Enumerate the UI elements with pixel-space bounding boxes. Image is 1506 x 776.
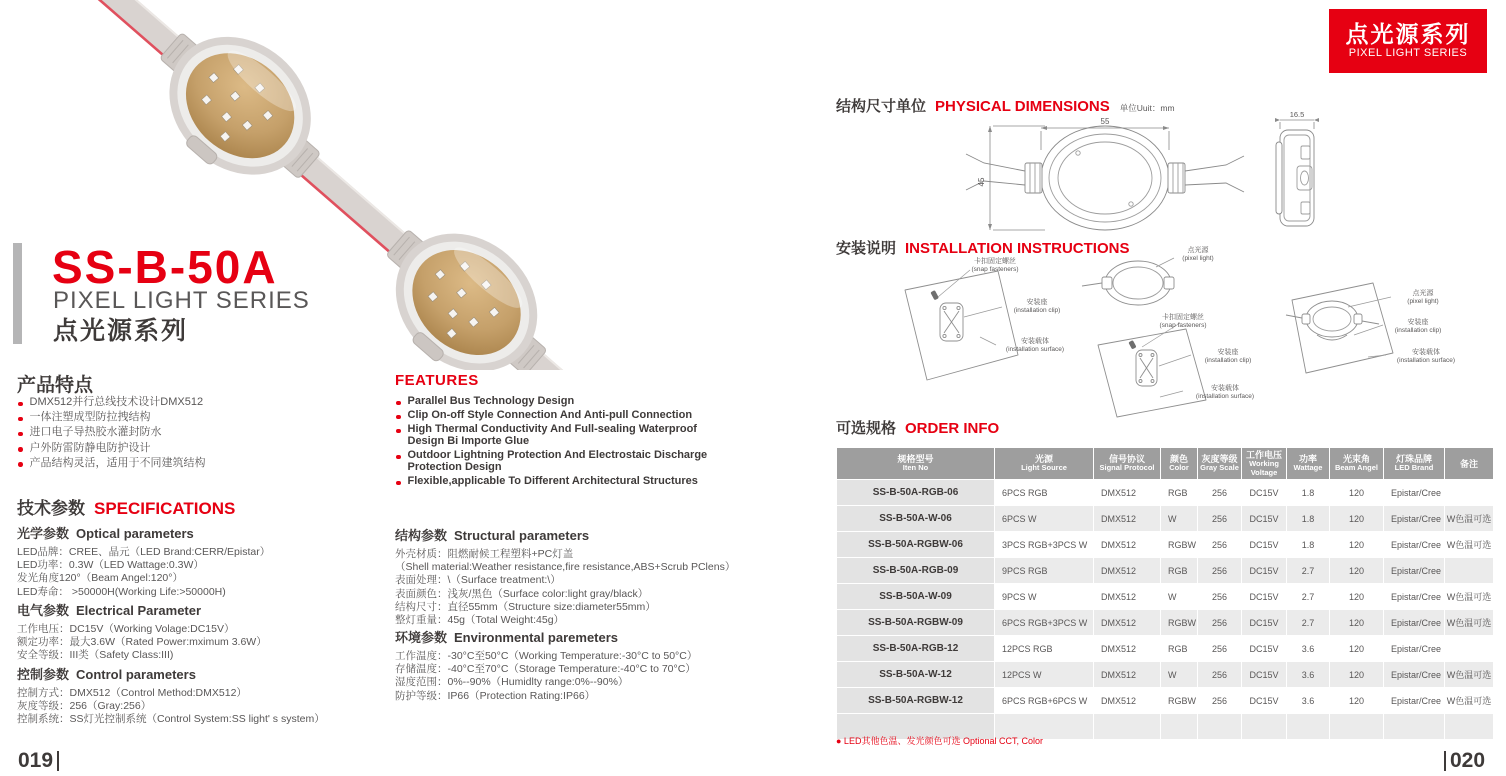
order-cell: 3PCS RGB+3PCS W — [995, 532, 1093, 557]
order-cell: 12PCS W — [995, 662, 1093, 687]
order-cell: Epistar/Cree — [1384, 584, 1444, 609]
title-accent-bar — [13, 243, 22, 344]
order-item-no: SS-B-50A-RGB-12 — [837, 636, 994, 661]
order-cell: Epistar/Cree — [1384, 662, 1444, 687]
control-parameters-group — [17, 664, 389, 727]
bullet-dot-icon — [396, 401, 401, 406]
order-cell: 120 — [1330, 506, 1383, 531]
page-number-divider — [57, 751, 59, 771]
order-cell: DMX512 — [1094, 688, 1160, 713]
installation-label-pixel-light: 点光源 (pixel light) — [1182, 247, 1214, 262]
order-cell: 256 — [1198, 636, 1241, 661]
group-title: 光学参数 Optical parameters — [17, 526, 194, 541]
order-cell: DMX512 — [1094, 558, 1160, 583]
order-item-no: SS-B-50A-RGBW-09 — [837, 610, 994, 635]
group-title: 控制参数 Control parameters — [17, 667, 196, 682]
order-column-header: 备注 — [1445, 448, 1493, 479]
electrical-parameters-group — [17, 600, 389, 663]
series-badge-en: PIXEL LIGHT SERIES — [1348, 47, 1468, 59]
installation-heading: 安装说明 INSTALLATION INSTRUCTIONS — [836, 240, 1130, 257]
spec-line: 表面颜色：浅灰/黑色（Surface color:light gray/black） — [395, 587, 649, 600]
spec-line: 工作温度：-30°C至50°C（Working Temperature:-30°C to 50°C） — [395, 650, 698, 662]
order-cell: RGB — [1161, 558, 1197, 583]
order-cell — [1094, 714, 1160, 739]
feature-text: Clip On-off Style Connection And Anti-pull Connection — [407, 409, 693, 422]
spec-line: LED品牌：CREE、晶元（LED Brand:CERR/Epistar） — [17, 546, 271, 558]
feature-bullet — [395, 450, 730, 474]
order-cell: RGBW — [1161, 610, 1197, 635]
installation-label-surface: 安装载体 (installation surface) — [1396, 349, 1456, 364]
dimensions-drawing — [950, 108, 1350, 238]
spec-line: 存储温度：-40°C至70°C（Storage Temperature:-40°C to 70°C） — [395, 663, 696, 676]
order-cell — [1198, 714, 1241, 739]
specifications-heading — [17, 494, 235, 519]
order-cell: DMX512 — [1094, 610, 1160, 635]
left-page-number — [18, 749, 59, 773]
order-cell: 6PCS W — [995, 506, 1093, 531]
installation-label-clip: 安装座 (installation clip) — [1204, 349, 1252, 364]
environmental-parameters-group — [395, 627, 767, 703]
feature-bullet — [395, 396, 730, 408]
feature-bullet — [17, 412, 377, 423]
order-cell: Epistar/Cree — [1384, 688, 1444, 713]
installation-label-surface: 安装载体 (installation surface) — [1005, 338, 1065, 353]
order-cell: RGB — [1161, 636, 1197, 661]
spec-line: 湿度范围：0%--90%（Humidlty range:0%--90%） — [395, 676, 629, 689]
bullet-dot-icon — [396, 429, 401, 434]
order-cell: W — [1161, 662, 1197, 687]
order-cell: 120 — [1330, 662, 1383, 687]
feature-bullet — [17, 458, 377, 469]
order-cell: 120 — [1330, 558, 1383, 583]
order-column-header: 颜色 Color — [1161, 448, 1197, 479]
order-column-header: 规格型号 Iten No — [837, 448, 994, 479]
group-title: 环境参数 Environmental paremeters — [395, 630, 619, 645]
order-cell: 120 — [1330, 610, 1383, 635]
order-cell: W色温可选 — [1445, 532, 1493, 557]
feature-bullet — [395, 410, 730, 422]
bullet-dot-icon — [396, 481, 401, 486]
order-item-no: SS-B-50A-RGB-06 — [837, 480, 994, 505]
spec-line: 外壳材质：阻燃耐候工程塑料+PC灯盖 — [395, 548, 574, 560]
order-cell: 1.8 — [1287, 506, 1329, 531]
order-cell: 256 — [1198, 610, 1241, 635]
page-number-divider — [1444, 751, 1446, 771]
spec-line: 额定功率：最大3.6W（Rated Power:mximum 3.6W） — [17, 636, 267, 649]
order-cell: DC15V — [1242, 506, 1286, 531]
order-cell: DC15V — [1242, 636, 1286, 661]
order-column-header: 灯珠品牌 LED Brand — [1384, 448, 1444, 479]
features-list — [395, 396, 730, 491]
bullet-dot-icon — [18, 402, 23, 407]
spec-line: 安全等级：III类（Safety Class:III) — [17, 649, 174, 662]
order-cell: Epistar/Cree — [1384, 506, 1444, 531]
order-cell: DC15V — [1242, 558, 1286, 583]
order-row — [837, 584, 1493, 609]
order-cell — [1445, 480, 1493, 505]
order-cell: W色温可选 — [1445, 688, 1493, 713]
order-cell: 256 — [1198, 480, 1241, 505]
dim-width-label: 55 — [1100, 117, 1110, 126]
optical-parameters-group — [17, 523, 389, 599]
feature-text: 户外防雷防静电防护设计 — [29, 441, 151, 454]
dim-depth-label: 16.5 — [1289, 110, 1305, 119]
order-item-no: SS-B-50A-W-06 — [837, 506, 994, 531]
order-cell: W — [1161, 584, 1197, 609]
feature-text: Outdoor Lightning Protection And Electrostaic Discharge Protection Design — [407, 449, 708, 474]
order-cell: DC15V — [1242, 688, 1286, 713]
order-column-header: 光束角 Beam Angel — [1330, 448, 1383, 479]
order-cell: DMX512 — [1094, 532, 1160, 557]
order-cell: 3.6 — [1287, 636, 1329, 661]
spec-line: 整灯重量：45g（Total Weight:45g） — [395, 614, 565, 627]
page-number-text: 020 — [1450, 749, 1486, 772]
order-cell: RGBW — [1161, 532, 1197, 557]
specifications-title-en: SPECIFICATIONS — [94, 499, 236, 518]
order-cell: Epistar/Cree — [1384, 532, 1444, 557]
order-row — [837, 610, 1493, 635]
order-column-header: 工作电压 Working Voltage — [1242, 448, 1286, 479]
order-cell: 256 — [1198, 532, 1241, 557]
product-series-en: PIXEL LIGHT SERIES — [53, 287, 310, 314]
order-cell: DC15V — [1242, 610, 1286, 635]
order-cell: 3.6 — [1287, 688, 1329, 713]
order-cell: 12PCS RGB — [995, 636, 1093, 661]
order-cell: DC15V — [1242, 662, 1286, 687]
bullet-dot-icon — [18, 447, 23, 452]
feature-text: 一体注塑成型防拉拽结构 — [29, 411, 151, 424]
spec-line: 结构尺寸：直径55mm（Structure size:diameter55mm） — [395, 600, 656, 613]
group-title: 结构参数 Structural parameters — [395, 528, 590, 543]
order-info-heading: 可选规格 ORDER INFO — [836, 420, 1000, 437]
features-title: FEATURES — [395, 372, 479, 389]
order-column-header: 信号协议 Signal Protocol — [1094, 448, 1160, 479]
installation-label-snap-fasteners: 卡扣固定螺丝 (snap fasteners) — [1159, 314, 1207, 329]
bullet-dot-icon — [18, 417, 23, 422]
feature-bullet — [17, 427, 377, 438]
order-cell: W色温可选 — [1445, 506, 1493, 531]
order-row — [837, 532, 1493, 557]
spec-line: 灰度等级：256（Gray:256） — [17, 700, 152, 713]
spec-line: LED功率：0.3W（LED Wattage:0.3W） — [17, 559, 204, 572]
spec-line: （Shell material:Weather resistance,fire resistance,ABS+Scrub PClens） — [395, 561, 736, 574]
spec-line: 控制方式：DMX512（Control Method:DMX512） — [17, 687, 247, 699]
order-row — [837, 662, 1493, 687]
feature-bullet — [395, 424, 730, 448]
order-cell: DMX512 — [1094, 584, 1160, 609]
feature-text: Parallel Bus Technology Design — [407, 395, 575, 407]
order-cell: 256 — [1198, 662, 1241, 687]
order-cell: Epistar/Cree — [1384, 480, 1444, 505]
bullet-dot-icon — [396, 455, 401, 460]
bullet-dot-icon — [396, 415, 401, 420]
order-cell: 2.7 — [1287, 584, 1329, 609]
order-item-no: SS-B-50A-RGBW-06 — [837, 532, 994, 557]
feature-text: 产品结构灵活，适用于不同建筑结构 — [29, 456, 206, 469]
series-badge — [1329, 9, 1487, 73]
feature-bullet — [17, 397, 377, 408]
order-cell: DC15V — [1242, 480, 1286, 505]
spec-line: 防护等级：IP66（Protection Rating:IP66） — [395, 689, 596, 702]
order-cell: 120 — [1330, 636, 1383, 661]
order-cell: DMX512 — [1094, 662, 1160, 687]
order-cell — [1287, 714, 1329, 739]
group-lines — [17, 623, 389, 663]
order-row — [837, 688, 1493, 713]
specifications-title-cn: 技术参数 — [17, 499, 85, 518]
group-lines — [395, 548, 767, 627]
order-item-no: SS-B-50A-RGB-09 — [837, 558, 994, 583]
dim-height-label: 45 — [977, 177, 986, 187]
feature-text: 进口电子导热胶水灌封防水 — [29, 426, 162, 439]
order-cell: DMX512 — [1094, 506, 1160, 531]
order-cell: DMX512 — [1094, 636, 1160, 661]
feature-text: DMX512并行总线技术设计DMX512 — [29, 396, 204, 408]
order-column-header: 功率 Wattage — [1287, 448, 1329, 479]
order-cell: RGB — [1161, 480, 1197, 505]
order-cell: 2.7 — [1287, 558, 1329, 583]
order-cell: RGBW — [1161, 688, 1197, 713]
order-cell: 1.8 — [1287, 532, 1329, 557]
order-footnote: ● LED其他色温、发光颜色可选 Optional CCT, Color — [836, 736, 1043, 746]
order-cell: 120 — [1330, 480, 1383, 505]
order-cell: 256 — [1198, 558, 1241, 583]
order-column-header: 灰度等级 Gray Scale — [1198, 448, 1241, 479]
order-item-no: SS-B-50A-RGBW-12 — [837, 688, 994, 713]
product-features-title: 产品特点 — [17, 375, 94, 396]
feature-bullet — [395, 476, 730, 488]
order-item-no: SS-B-50A-W-09 — [837, 584, 994, 609]
order-cell — [1445, 714, 1493, 739]
right-page-number — [1444, 749, 1485, 773]
installation-label-clip: 安装座 (installation clip) — [1013, 299, 1061, 314]
spec-line: 控制系统：SS灯光控制系统（Control System:SS light' s system） — [17, 713, 325, 726]
order-cell — [1242, 714, 1286, 739]
order-cell: DMX512 — [1094, 480, 1160, 505]
order-cell: 6PCS RGB+6PCS W — [995, 688, 1093, 713]
order-table — [836, 447, 1494, 740]
order-cell: 1.8 — [1287, 480, 1329, 505]
order-cell — [1445, 636, 1493, 661]
installation-label-pixel-light: 点光源 (pixel light) — [1407, 290, 1439, 305]
order-cell — [1445, 558, 1493, 583]
dimensions-heading: 结构尺寸单位 PHYSICAL DIMENSIONS 单位Uuit：mm — [836, 98, 1175, 115]
page-number-text: 019 — [18, 749, 54, 772]
series-badge-cn: 点光源系列 — [1345, 21, 1471, 47]
feature-text: Flexible,applicable To Different Architectural Structures — [407, 475, 698, 488]
bullet-dot-icon — [18, 462, 23, 467]
order-row — [837, 558, 1493, 583]
order-cell: 3.6 — [1287, 662, 1329, 687]
order-cell: 9PCS W — [995, 584, 1093, 609]
group-lines — [395, 650, 767, 703]
product-features-list — [17, 397, 377, 473]
order-row — [837, 506, 1493, 531]
spec-line: 发光角度120°（Beam Angel:120°） — [17, 572, 183, 585]
installation-label-surface: 安装载体 (installation surface) — [1195, 385, 1255, 400]
order-cell: Epistar/Cree — [1384, 610, 1444, 635]
order-cell — [1330, 714, 1383, 739]
feature-text: High Thermal Conductivity And Full-sealing Waterproof Design Bi Importe Glue — [407, 423, 697, 448]
spec-line: LED寿命： >50000H(Working Life:>50000H) — [17, 585, 226, 598]
order-cell: DC15V — [1242, 584, 1286, 609]
order-cell: 6PCS RGB+3PCS W — [995, 610, 1093, 635]
feature-bullet — [17, 443, 377, 454]
order-cell: 120 — [1330, 584, 1383, 609]
order-row — [837, 636, 1493, 661]
structural-parameters-group — [395, 525, 767, 627]
installation-label-clip: 安装座 (installation clip) — [1394, 319, 1442, 334]
order-item-no: SS-B-50A-W-12 — [837, 662, 994, 687]
group-lines — [17, 687, 389, 727]
order-cell: 256 — [1198, 584, 1241, 609]
order-cell: 120 — [1330, 532, 1383, 557]
order-cell: Epistar/Cree — [1384, 558, 1444, 583]
bullet-dot-icon — [18, 432, 23, 437]
order-cell: DC15V — [1242, 532, 1286, 557]
order-cell: W — [1161, 506, 1197, 531]
order-cell: 120 — [1330, 688, 1383, 713]
order-cell: W色温可选 — [1445, 662, 1493, 687]
order-row — [837, 480, 1493, 505]
spec-line: 工作电压：DC15V（Working Volage:DC15V） — [17, 623, 235, 635]
order-header-row — [837, 448, 1493, 479]
order-cell: 256 — [1198, 688, 1241, 713]
order-cell: 256 — [1198, 506, 1241, 531]
group-title: 电气参数 Electrical Parameter — [17, 603, 202, 618]
spec-line: 表面处理：\（Surface treatment:\） — [395, 574, 561, 587]
group-lines — [17, 546, 389, 599]
order-cell: 9PCS RGB — [995, 558, 1093, 583]
product-model: SS-B-50A — [52, 241, 278, 293]
installation-label-snap-fasteners: 卡扣固定螺丝 (snap fasteners) — [971, 258, 1019, 273]
order-cell — [1161, 714, 1197, 739]
order-cell: 2.7 — [1287, 610, 1329, 635]
order-cell: W色温可选 — [1445, 584, 1493, 609]
dimensions-unit-label: 单位Uuit：mm — [1119, 103, 1175, 113]
order-column-header: 光源 Light Source — [995, 448, 1093, 479]
order-cell: Epistar/Cree — [1384, 636, 1444, 661]
order-cell: W色温可选 — [1445, 610, 1493, 635]
order-cell — [1384, 714, 1444, 739]
order-cell: 6PCS RGB — [995, 480, 1093, 505]
product-series-cn: 点光源系列 — [53, 317, 189, 345]
